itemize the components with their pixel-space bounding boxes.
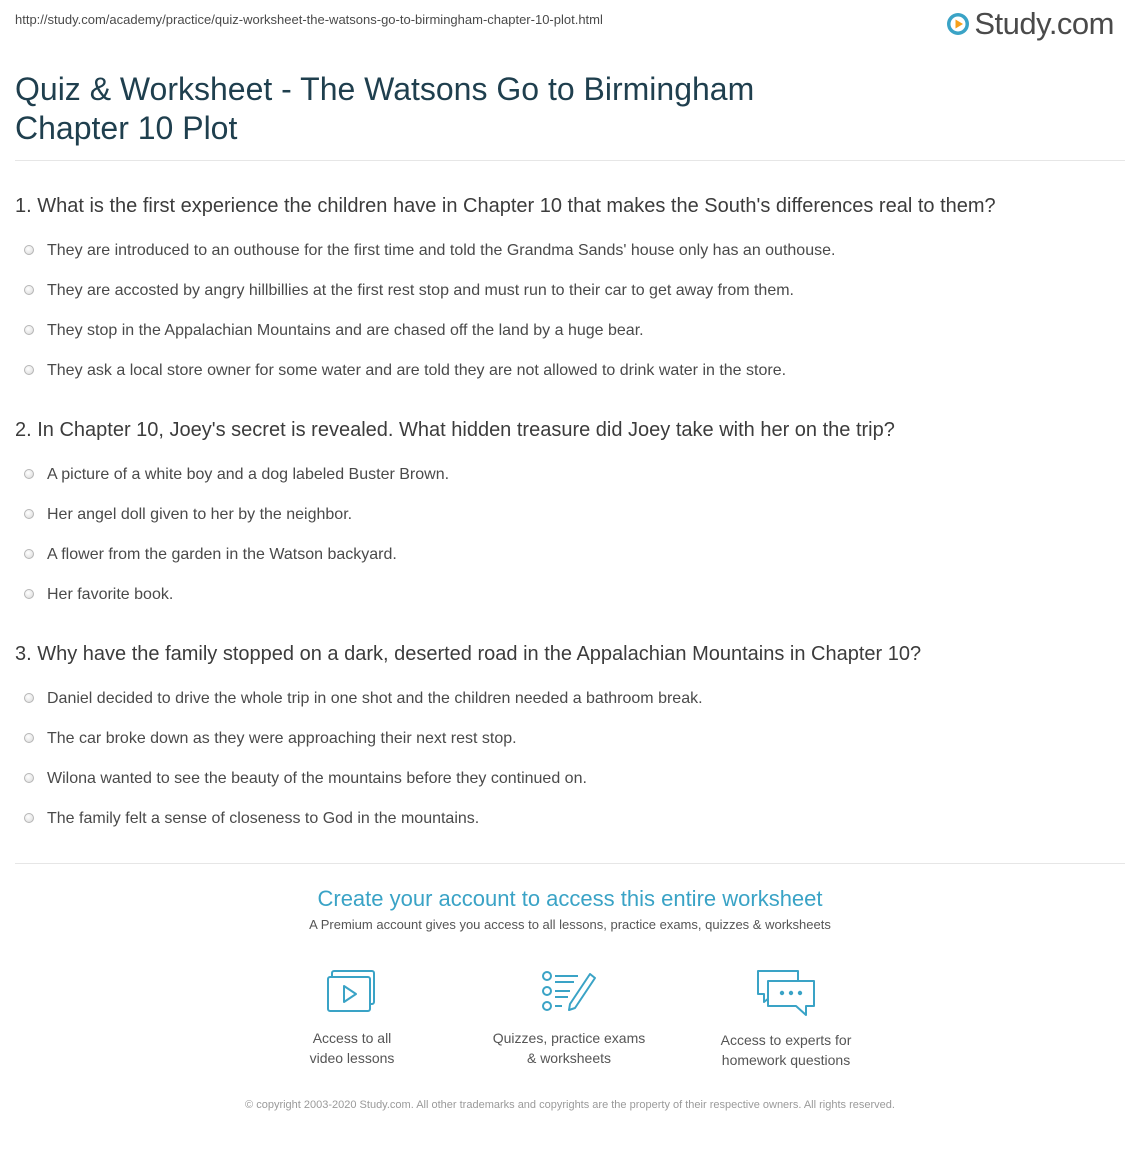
answer-option[interactable] — [15, 271, 1125, 311]
question-1 — [15, 194, 1125, 391]
copyright-notice: © copyright 2003-2020 Study.com. All other trademarks and copyrights are the property of their respective owners. All rights reserved. — [245, 1099, 895, 1111]
radio-button[interactable] — [24, 285, 34, 295]
radio-button[interactable] — [24, 245, 34, 255]
answer-text: They are introduced to an outhouse for the first time and told the Grandma Sands' house only has an outhouse. — [47, 242, 836, 259]
quiz-checklist-icon — [540, 968, 598, 1016]
radio-button[interactable] — [24, 693, 34, 703]
answer-text: The car broke down as they were approaching their next rest stop. — [47, 730, 517, 747]
feature-label-line2: & worksheets — [526, 1050, 612, 1066]
chat-bubbles-icon — [754, 968, 818, 1018]
answer-text: The family felt a sense of closeness to God in the mountains. — [47, 810, 480, 827]
feature-label-line2: homework questions — [721, 1052, 851, 1068]
feature-quizzes — [479, 968, 659, 1068]
radio-button[interactable] — [24, 733, 34, 743]
answer-text: Daniel decided to drive the whole trip in one shot and the children needed a bathroom break. — [47, 690, 703, 707]
answer-text: Wilona wanted to see the beauty of the mountains before they continued on. — [47, 770, 587, 787]
radio-button[interactable] — [24, 589, 34, 599]
feature-label-line1: Access to experts for — [720, 1032, 852, 1048]
answer-text: They stop in the Appalachian Mountains and are chased off the land by a huge bear. — [47, 322, 644, 339]
answer-text: A flower from the garden in the Watson backyard. — [47, 546, 397, 563]
answer-option[interactable] — [15, 679, 1125, 719]
page-url: http://study.com/academy/practice/quiz-worksheet-the-watsons-go-to-birmingham-chapter-10-plot.html — [15, 12, 603, 27]
question-2 — [15, 418, 1125, 615]
question-3 — [15, 642, 1125, 839]
study-logo[interactable] — [946, 6, 1114, 42]
question-text: 2. In Chapter 10, Joey's secret is revealed. What hidden treasure did Joey take with her on the trip? — [15, 419, 895, 441]
answer-option[interactable] — [15, 799, 1125, 839]
answer-option[interactable] — [15, 455, 1125, 495]
feature-label-line2: video lessons — [309, 1050, 395, 1066]
feature-experts — [696, 968, 876, 1070]
answer-option[interactable] — [15, 495, 1125, 535]
answer-option[interactable] — [15, 575, 1125, 615]
answer-text: Her angel doll given to her by the neighbor. — [47, 506, 353, 523]
divider — [15, 863, 1125, 864]
radio-button[interactable] — [24, 469, 34, 479]
feature-label-line1: Quizzes, practice exams — [492, 1030, 646, 1046]
create-account-link[interactable]: Create your account to access this entire worksheet — [317, 886, 823, 911]
feature-video-lessons — [262, 968, 442, 1068]
page-title — [15, 70, 835, 148]
answer-option[interactable] — [15, 311, 1125, 351]
answer-text: A picture of a white boy and a dog labeled Buster Brown. — [47, 466, 450, 483]
question-text: 1. What is the first experience the children have in Chapter 10 that makes the South's differences real to them? — [15, 195, 996, 217]
answer-text: They are accosted by angry hillbillies at the first rest stop and must run to their car to get away from them. — [47, 282, 794, 299]
premium-description: A Premium account gives you access to all lessons, practice exams, quizzes & worksheets — [309, 917, 831, 932]
study-logo-icon — [946, 12, 970, 36]
divider — [15, 160, 1125, 161]
page-title-line1: Quiz & Worksheet - The Watsons Go to Birmingham — [15, 71, 755, 107]
answer-option[interactable] — [15, 351, 1125, 391]
answer-text: Her favorite book. — [47, 586, 174, 603]
answer-option[interactable] — [15, 719, 1125, 759]
logo-text: Study.com — [974, 6, 1114, 41]
feature-label-line1: Access to all — [312, 1030, 392, 1046]
question-text: 3. Why have the family stopped on a dark, deserted road in the Appalachian Mountains in Chapter 10? — [15, 643, 922, 665]
answer-option[interactable] — [15, 231, 1125, 271]
radio-button[interactable] — [24, 773, 34, 783]
answer-option[interactable] — [15, 535, 1125, 575]
page-title-line2: Chapter 10 Plot — [15, 110, 238, 146]
answer-text: They ask a local store owner for some water and are told they are not allowed to drink water in the store. — [47, 362, 787, 379]
video-lessons-icon — [326, 968, 378, 1016]
radio-button[interactable] — [24, 325, 34, 335]
radio-button[interactable] — [24, 509, 34, 519]
radio-button[interactable] — [24, 365, 34, 375]
answer-option[interactable] — [15, 759, 1125, 799]
radio-button[interactable] — [24, 549, 34, 559]
radio-button[interactable] — [24, 813, 34, 823]
